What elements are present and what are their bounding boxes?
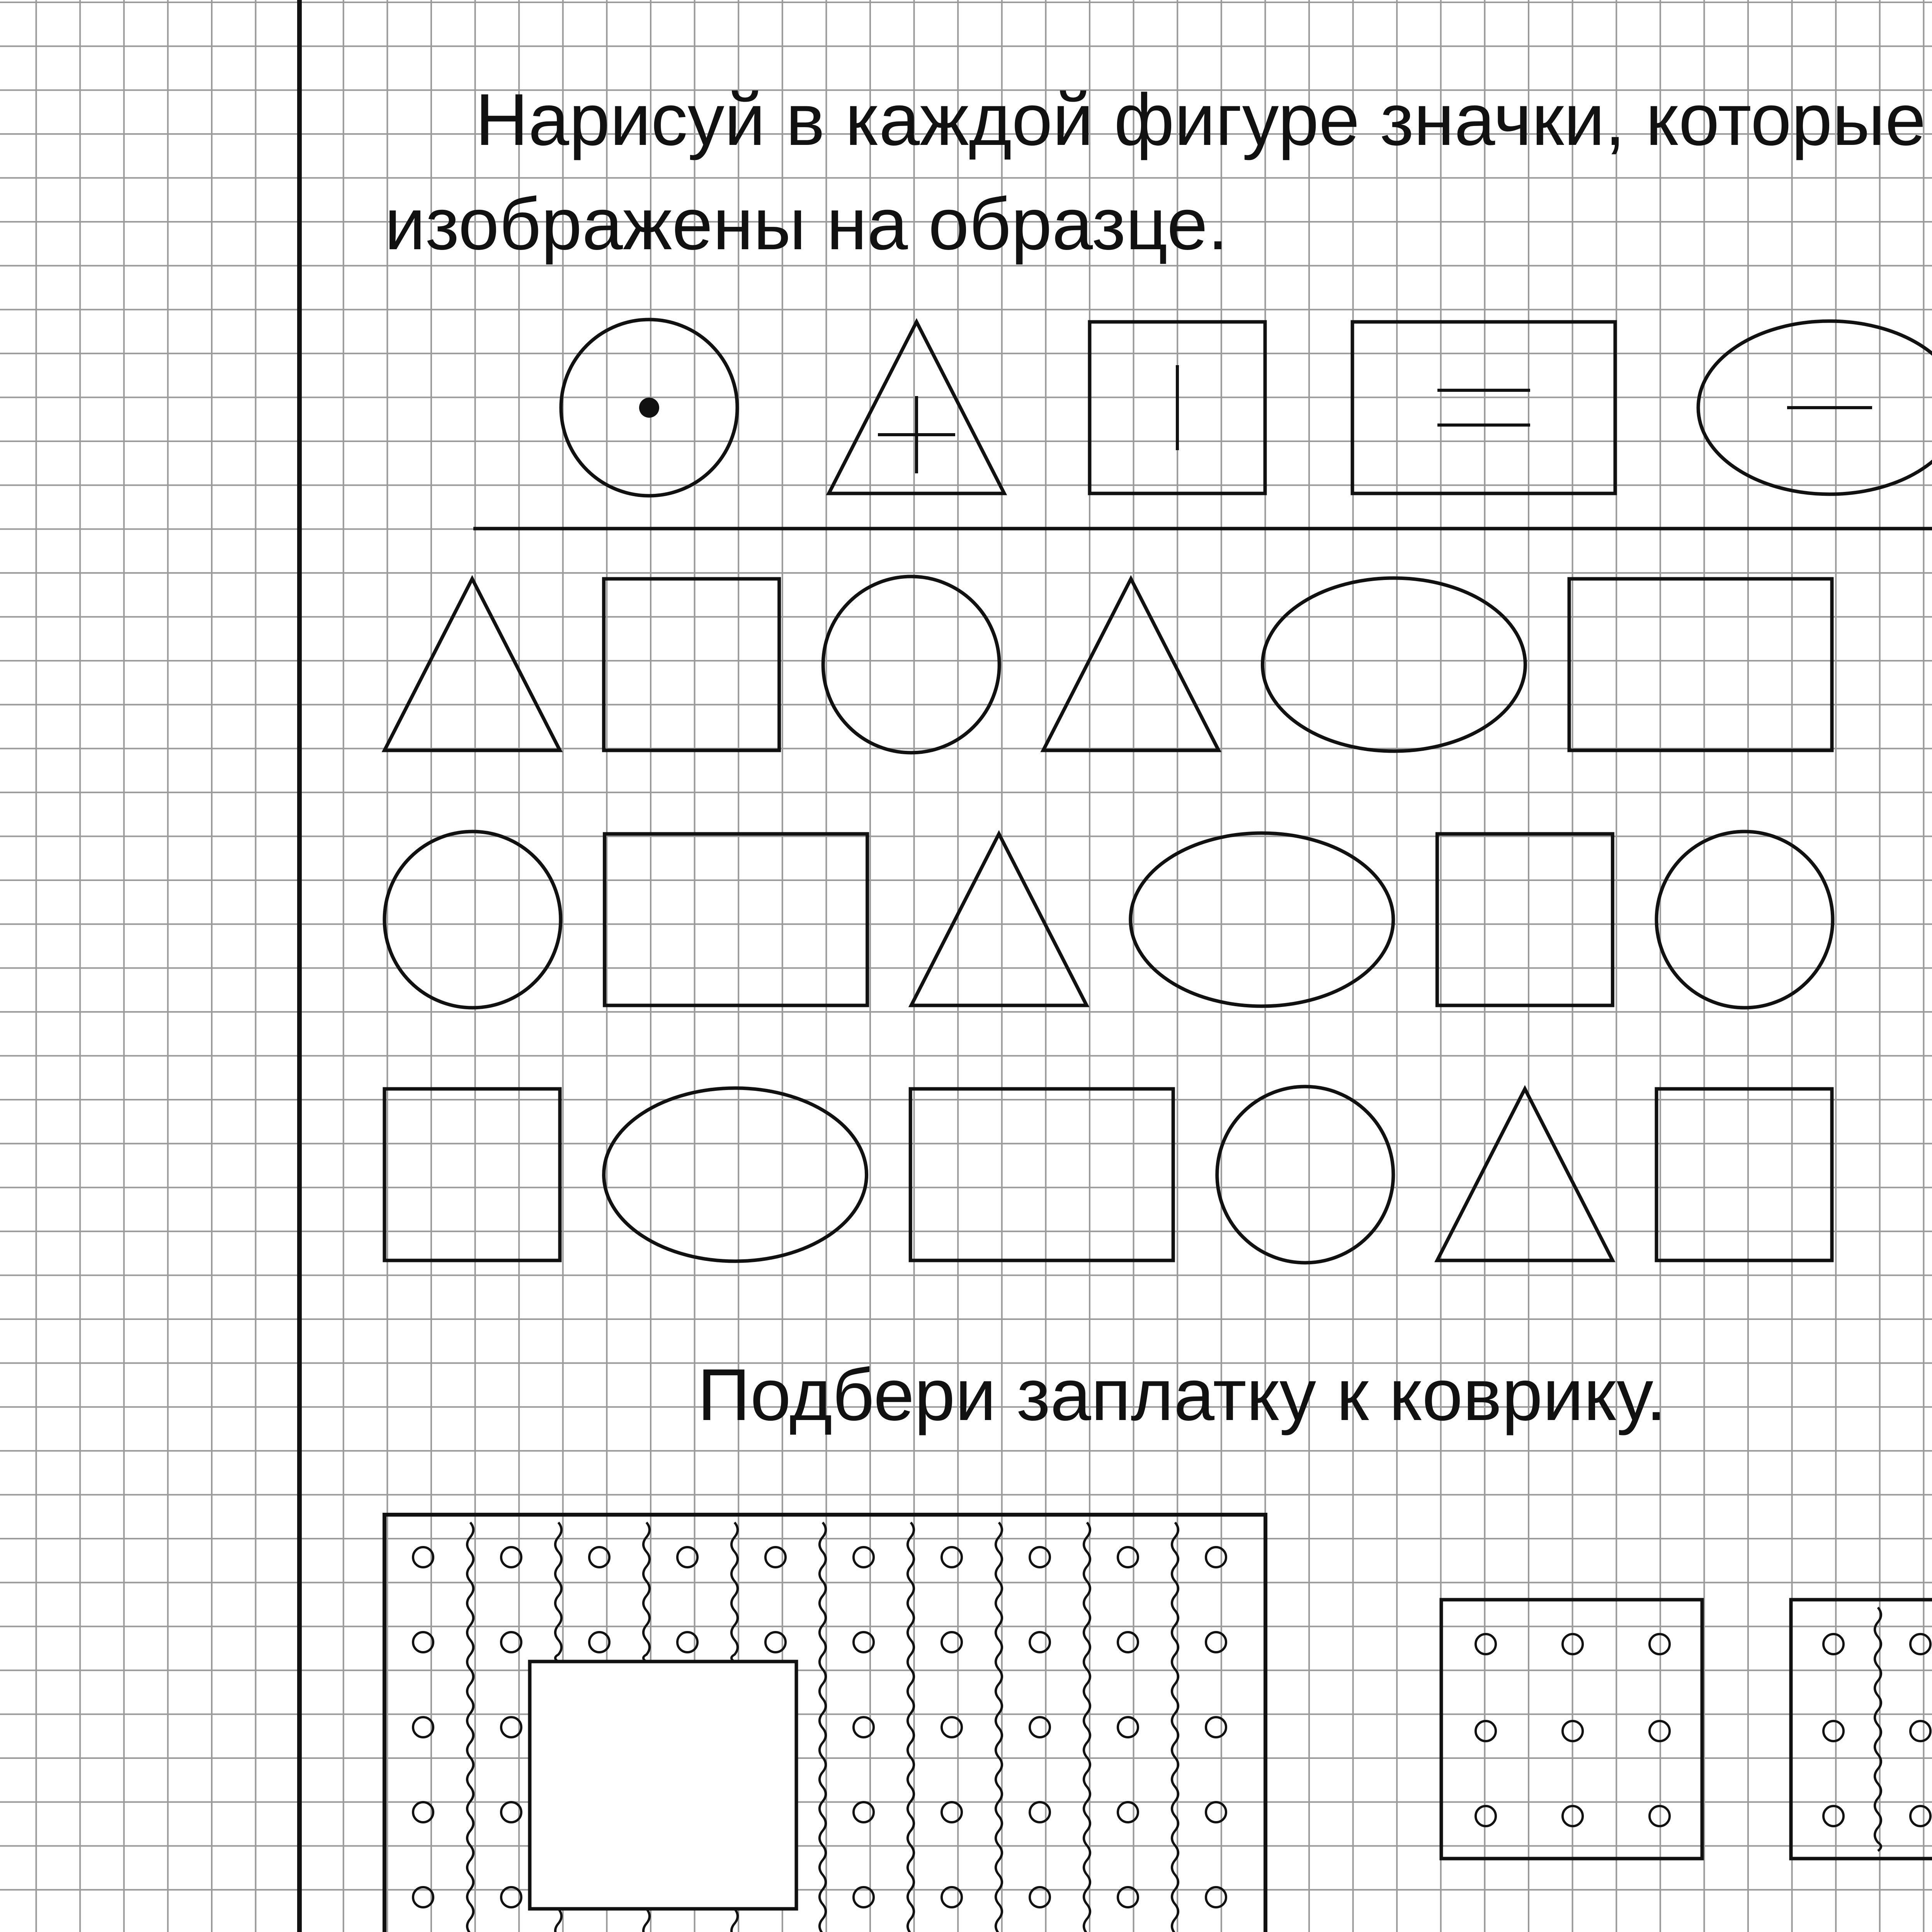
wavy-line xyxy=(1875,1607,1881,1851)
ring-motif xyxy=(1206,1547,1226,1567)
ring-motif xyxy=(1910,1721,1930,1741)
wavy-line xyxy=(643,1522,650,1662)
ring-motif xyxy=(1206,1802,1226,1822)
wavy-line xyxy=(731,1909,738,1932)
square-shape xyxy=(604,579,779,750)
ring-motif xyxy=(1910,1634,1930,1654)
shapes-to-fill xyxy=(384,577,1833,1263)
rug-hole xyxy=(530,1662,796,1909)
ring-motif xyxy=(1030,1802,1050,1822)
ring-motif xyxy=(1823,1634,1844,1654)
task1-instruction-line2: изображены на образце. xyxy=(384,183,1228,265)
square-shape xyxy=(1437,834,1612,1005)
ring-motif xyxy=(1030,1717,1050,1737)
ring-motif xyxy=(413,1717,433,1737)
triangle-shape xyxy=(911,834,1087,1005)
ring-motif xyxy=(1030,1547,1050,1567)
ellipse-shape xyxy=(1262,578,1525,751)
square-shape xyxy=(1656,1089,1832,1260)
ring-motif xyxy=(1476,1806,1496,1826)
ellipse-shape xyxy=(604,1088,867,1261)
ring-motif xyxy=(413,1802,433,1822)
wavy-line xyxy=(908,1522,914,1932)
wavy-line xyxy=(555,1909,561,1932)
wavy-line xyxy=(731,1522,738,1662)
ellipse-shape xyxy=(1131,833,1393,1006)
ring-motif xyxy=(1823,1806,1844,1826)
ring-motif xyxy=(413,1632,433,1652)
dot-mark xyxy=(639,398,659,418)
patch-border xyxy=(1441,1600,1702,1859)
ring-motif xyxy=(1118,1632,1138,1652)
square-shape xyxy=(384,1089,560,1260)
ring-motif xyxy=(1823,1721,1844,1741)
ring-motif xyxy=(1118,1717,1138,1737)
patch-option xyxy=(1791,1600,1932,1859)
wavy-line xyxy=(820,1522,826,1932)
circle-shape xyxy=(1217,1087,1393,1263)
wavy-line xyxy=(643,1909,650,1932)
circle-shape xyxy=(1656,832,1833,1008)
ring-motif xyxy=(1206,1717,1226,1737)
wavy-line xyxy=(996,1522,1002,1932)
ring-motif xyxy=(1206,1632,1226,1652)
wavy-line xyxy=(555,1522,561,1662)
task1-instruction-line1: Нарисуй в каждой фигуре значки, которые xyxy=(475,79,1926,161)
ring-motif xyxy=(1476,1634,1496,1654)
ring-motif xyxy=(1910,1806,1930,1826)
triangle-shape xyxy=(1043,579,1219,750)
ring-motif xyxy=(413,1547,433,1567)
patch-options xyxy=(1441,1600,1932,1932)
wavy-line xyxy=(467,1522,473,1932)
ring-motif xyxy=(1030,1632,1050,1652)
ring-motif xyxy=(1118,1802,1138,1822)
ring-motif xyxy=(1476,1721,1496,1741)
task2-instruction: Подбери заплатку к коврику. xyxy=(697,1354,1667,1436)
sample-legend xyxy=(561,320,1932,496)
triangle-shape xyxy=(1437,1089,1612,1260)
circle-shape xyxy=(384,832,561,1008)
patch-option xyxy=(1441,1600,1702,1859)
circle-shape xyxy=(823,577,999,753)
rectangle-shape xyxy=(605,834,867,1005)
rectangle-shape xyxy=(1352,322,1615,493)
triangle-shape xyxy=(384,579,560,750)
ring-motif xyxy=(1118,1547,1138,1567)
